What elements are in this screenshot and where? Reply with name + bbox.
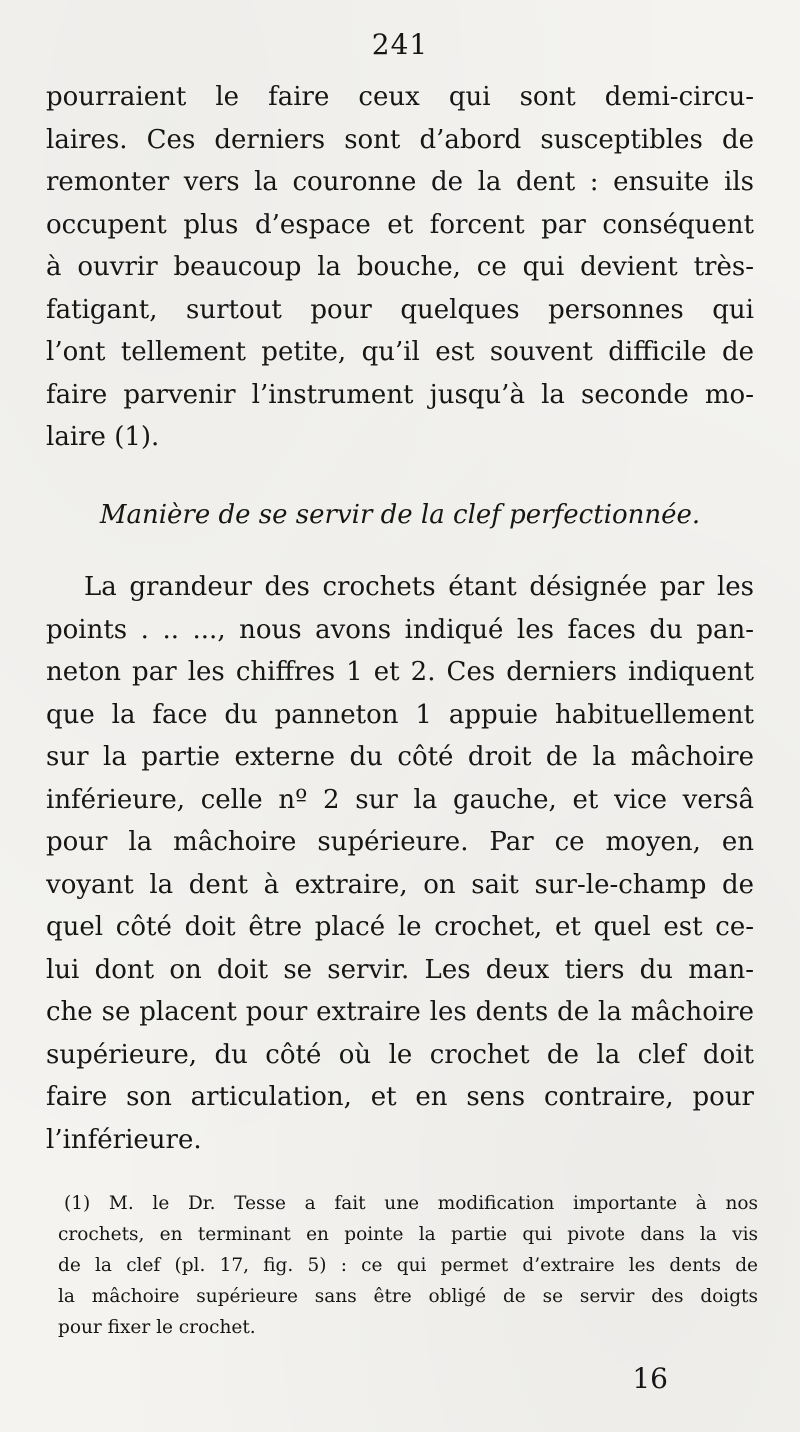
text-line: l’inférieure. <box>46 1124 202 1155</box>
page-number: 241 <box>371 28 429 61</box>
text-line: remonter vers la couronne de la dent : ensuite ils <box>46 167 754 197</box>
text-line: laires. Ces derniers sont d’abord susceptibles de <box>46 124 754 155</box>
footnote-line: de la clef (pl. 17, fig. 5) : ce qui permet d’extraire les dents de <box>58 1255 758 1276</box>
footnote-line: la mâchoire supérieure sans être obligé de se servir des doigts <box>58 1286 758 1307</box>
text-line: pour la mâchoire supérieure. Par ce moyen, en <box>46 827 754 857</box>
text-line: voyant la dent à extraire, on sait sur-le-champ de <box>46 869 754 900</box>
footnote-line: crochets, en terminant en pointe la partie qui pivote dans la vis <box>58 1224 758 1245</box>
text-line: que la face du panneton 1 appuie habituellement <box>46 699 754 730</box>
footnote <box>58 1188 758 1343</box>
text-line: pourraient le faire ceux qui sont demi-circu- <box>46 82 754 112</box>
paragraph-continued <box>46 76 754 459</box>
text-line: che se placent pour extraire les dents de la mâchoire <box>46 997 754 1027</box>
text-line: quel côté doit être placé le crochet, et quel est ce- <box>46 912 754 942</box>
text-line: l’ont tellement petite, qu’il est souvent difficile de <box>46 337 754 367</box>
text-line: à ouvrir beaucoup la bouche, ce qui devient très- <box>46 252 754 282</box>
text-line: neton par les chiffres 1 et 2. Ces derniers indiquent <box>46 657 754 687</box>
text-line: fatigant, surtout pour quelques personnes qui <box>46 294 754 325</box>
footnote-line: (1) M. le Dr. Tesse a fait une modification importante à nos <box>64 1193 758 1214</box>
text-line: faire parvenir l’instrument jusqu’à la seconde mo- <box>46 379 754 410</box>
text-line: lui dont on doit se servir. Les deux tiers du man- <box>46 954 754 985</box>
text-line: sur la partie externe du côté droit de la mâchoire <box>46 742 754 772</box>
text-line: supérieure, du côté où le crochet de la clef doit <box>46 1039 754 1070</box>
text-line: occupent plus d’espace et forcent par conséquent <box>46 209 754 240</box>
text-line: faire son articulation, et en sens contraire, pour <box>46 1082 754 1112</box>
paragraph <box>46 566 754 1161</box>
text-line: laire (1). <box>46 422 160 452</box>
text-line: La grandeur des crochets étant désignée par les <box>84 572 754 602</box>
footnote-line: pour fixer le crochet. <box>58 1317 256 1338</box>
signature-mark: 16 <box>632 1362 668 1395</box>
text-line: inférieure, celle nº 2 sur la gauche, et vice versâ <box>46 784 754 815</box>
text-line: points . .. ..., nous avons indiqué les faces du pan- <box>46 614 754 645</box>
section-heading: Manière de se servir de la clef perfectionnée. <box>99 500 701 530</box>
